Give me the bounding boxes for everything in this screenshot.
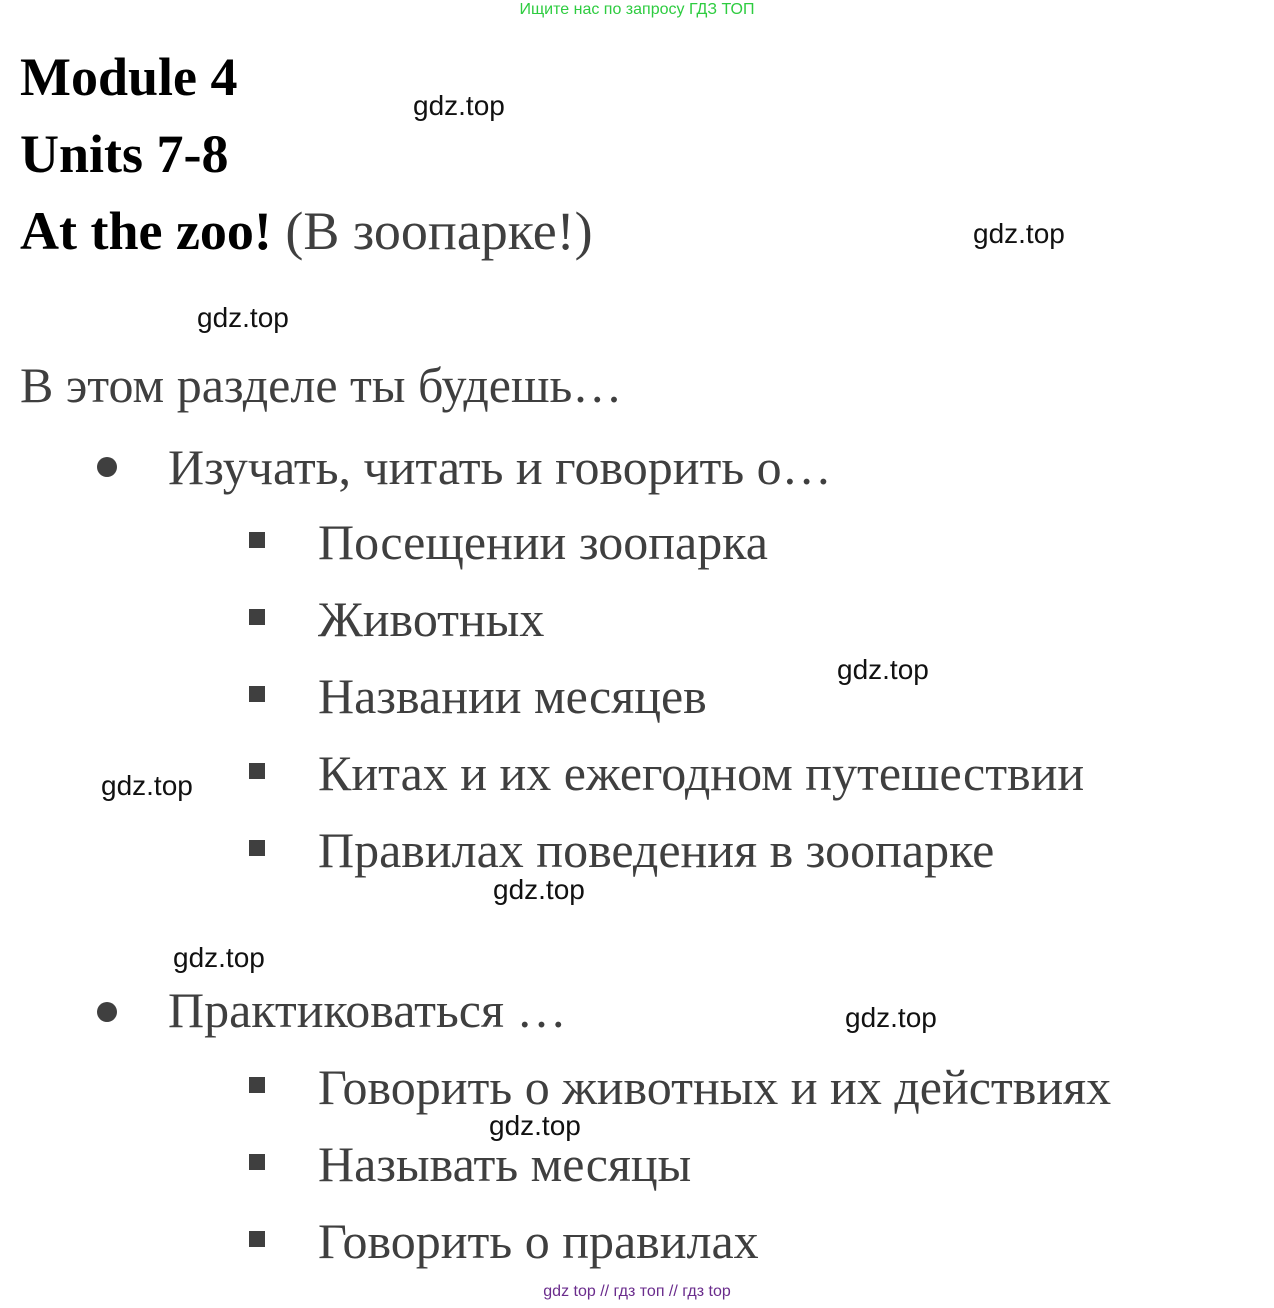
watermark: gdz.top xyxy=(837,654,929,685)
section-1-item-1: Посещении зоопарка xyxy=(318,514,768,570)
intro-text: В этом разделе ты будешь… xyxy=(20,357,623,413)
title-ru: (В зоопарке!) xyxy=(285,201,593,261)
bullet-dot-icon xyxy=(97,457,117,477)
watermark: gdz.top xyxy=(413,90,505,121)
section-1-item-2: Животных xyxy=(318,591,545,647)
watermark: gdz.top xyxy=(493,874,585,905)
bullet-square-icon xyxy=(249,609,265,625)
watermark: gdz.top xyxy=(973,218,1065,249)
watermark: gdz.top xyxy=(489,1110,581,1141)
section-1-item-3: Названии месяцев xyxy=(318,668,707,724)
top-banner: Ищите нас по запросу ГДЗ ТОП xyxy=(519,1,755,18)
bullet-square-icon xyxy=(249,1231,265,1247)
watermark: gdz.top xyxy=(101,770,193,801)
watermark: gdz.top xyxy=(173,942,265,973)
bullet-square-icon xyxy=(249,763,265,779)
section-2-item-1: Говорить о животных и их действиях xyxy=(318,1059,1112,1115)
footer-links: gdz top // гдз топ // гдз top xyxy=(543,1283,731,1300)
bullet-square-icon xyxy=(249,1077,265,1093)
watermark: gdz.top xyxy=(845,1002,937,1033)
section-1-label: Изучать, читать и говорить о… xyxy=(168,439,832,495)
bullet-square-icon xyxy=(249,840,265,856)
units-heading: Units 7-8 xyxy=(20,124,229,184)
module-heading: Module 4 xyxy=(20,47,238,107)
title-en: At the zoo! xyxy=(20,201,272,261)
section-1-item-5: Правилах поведения в зоопарке xyxy=(318,822,995,878)
bullet-square-icon xyxy=(249,686,265,702)
watermark: gdz.top xyxy=(197,302,289,333)
bullet-dot-icon xyxy=(97,1002,117,1022)
section-1-item-4: Китах и их ежегодном путешествии xyxy=(318,745,1085,801)
page-title xyxy=(20,201,593,261)
bullet-square-icon xyxy=(249,532,265,548)
section-2-item-3: Говорить о правилах xyxy=(318,1213,759,1269)
section-2-label: Практиковаться … xyxy=(168,982,567,1038)
bullet-square-icon xyxy=(249,1154,265,1170)
section-2-item-2: Называть месяцы xyxy=(318,1136,692,1192)
